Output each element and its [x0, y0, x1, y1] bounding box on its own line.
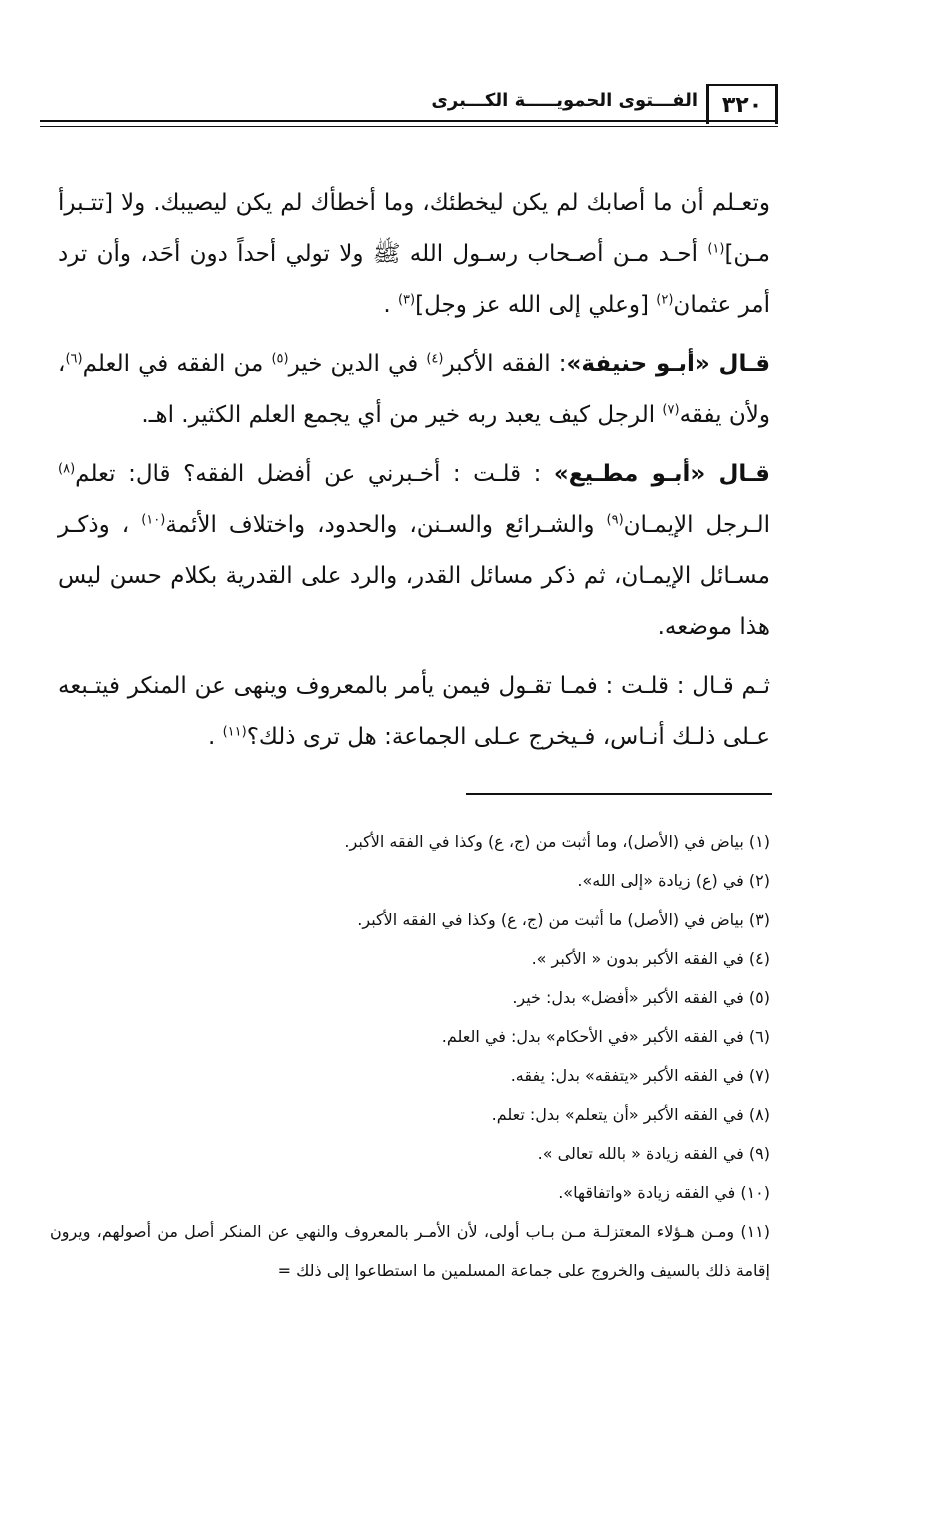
text-run: : الفقه الأكبر — [443, 351, 567, 377]
footnote-ref-7: (٧) — [662, 402, 680, 418]
footnote-4: (٤) في الفقه الأكبر بدون « الأكبر ». — [531, 949, 770, 968]
footnote-ref-1: (١) — [707, 241, 725, 257]
text-run: أحـد مـن أصـحاب رسـول الله ﷺ ولا تولي أحداً دون أحَد، وأن ترد أمر عثمان — [58, 241, 770, 318]
header-rule — [40, 120, 778, 122]
text-run: وتعـلم أن ما أصابك لم يكن ليخطئك، وما أخطأك لم يكن ليصيبك. ولا [تتـبرأ مـن] — [58, 190, 770, 267]
footnote-8: (٨) في الفقه الأكبر «أن يتعلم» بدل: تعلم. — [491, 1105, 770, 1124]
text-run: ، وذكـر مسـائل الإيمـان، ثم ذكر مسائل القدر، والرد على القدرية بكلام حسن ليس هذا موضعه. — [58, 512, 770, 640]
footnote-9: (٩) في الفقه زيادة « بالله تعالى ». — [537, 1144, 770, 1163]
footnote-5: (٥) في الفقه الأكبر «أفضل» بدل: خير. — [512, 988, 770, 1007]
text-run: . — [207, 724, 223, 750]
footnote-ref-4: (٤) — [426, 351, 444, 367]
speaker-label: قـال «أبـو مطـيع» — [553, 461, 770, 487]
footnote-ref-9: (٩) — [606, 512, 624, 528]
running-title: الفـــتوى الحمويـــــة الكـــبرى — [431, 90, 698, 111]
paragraph-4 — [58, 661, 770, 763]
header-rule-thin — [40, 126, 778, 127]
footnote-separator — [466, 793, 772, 795]
text-run: في الدين خير — [288, 351, 427, 377]
footnote-ref-5: (٥) — [271, 351, 289, 367]
footnote-ref-3: (٣) — [397, 292, 416, 308]
footnote-6: (٦) في الفقه الأكبر «في الأحكام» بدل: في العلم. — [441, 1027, 770, 1046]
paragraph-3 — [58, 449, 770, 653]
footnote-ref-6: (٦) — [65, 351, 83, 367]
text-run: : قلـت : أخـبرني عن أفضل الفقه؟ قال: تعلم — [75, 461, 554, 487]
text-run: الـرجل الإيمـان — [623, 512, 770, 538]
text-run: من الفقه في العلم — [82, 351, 272, 377]
footnote-ref-10: (١٠) — [141, 512, 166, 528]
paragraph-1 — [58, 178, 770, 331]
footnote-ref-8: (٨) — [58, 461, 76, 477]
footnotes — [50, 822, 770, 1290]
text-run: ثـم قـال : قلـت : فمـا تقـول فيمن يأمر بالمعروف وينهى عن المنكر فيتـبعه عـلى ذلـك أنـاس، فـيخرج عـلى الجماعة: هل ترى ذلك؟ — [58, 673, 770, 750]
footnote-ref-2: (٢) — [656, 292, 674, 308]
footnote-11: (١١) ومـن هـؤلاء المعتزلـة مـن بـاب أولى، لأن الأمـر بالمعروف والنهي عن المنكر أصل من أصولهم، ويرون إقامة ذلك بالسيف والخروج على جماعة المسلمين ما استطاعوا إلى ذلك = — [50, 1222, 770, 1280]
text-run: [وعلي إلى الله عز وجل] — [415, 292, 657, 318]
speaker-label: قـال «أبـو حنيفة» — [566, 351, 771, 377]
text-run: ، ولأن يفقه — [58, 351, 770, 428]
footnote-10: (١٠) في الفقه زيادة «واتفاقها». — [558, 1183, 770, 1202]
footnote-1: (١) بياض في (الأصل)، وما أثبت من (ج، ع) وكذا في الفقه الأكبر. — [344, 832, 770, 851]
footnote-2: (٢) في (ع) زيادة «إلى الله». — [577, 871, 770, 890]
text-run: الرجل كيف يعبد ربه خير من أي يجمع العلم الكثير. اهـ. — [141, 402, 663, 428]
paragraph-2 — [58, 339, 770, 441]
page-number: ٣٢٠ — [706, 84, 778, 124]
text-run: والشـرائع والسـنن، والحدود، واختلاف الأئمة — [165, 512, 607, 538]
text-run: . — [383, 292, 398, 318]
page-header — [40, 84, 778, 130]
footnote-3: (٣) بياض في (الأصل) ما أثبت من (ج، ع) وكذا في الفقه الأكبر. — [357, 910, 770, 929]
footnote-ref-11: (١١) — [222, 724, 247, 740]
main-text — [58, 178, 770, 771]
footnote-7: (٧) في الفقه الأكبر «يتفقه» بدل: يفقه. — [510, 1066, 770, 1085]
